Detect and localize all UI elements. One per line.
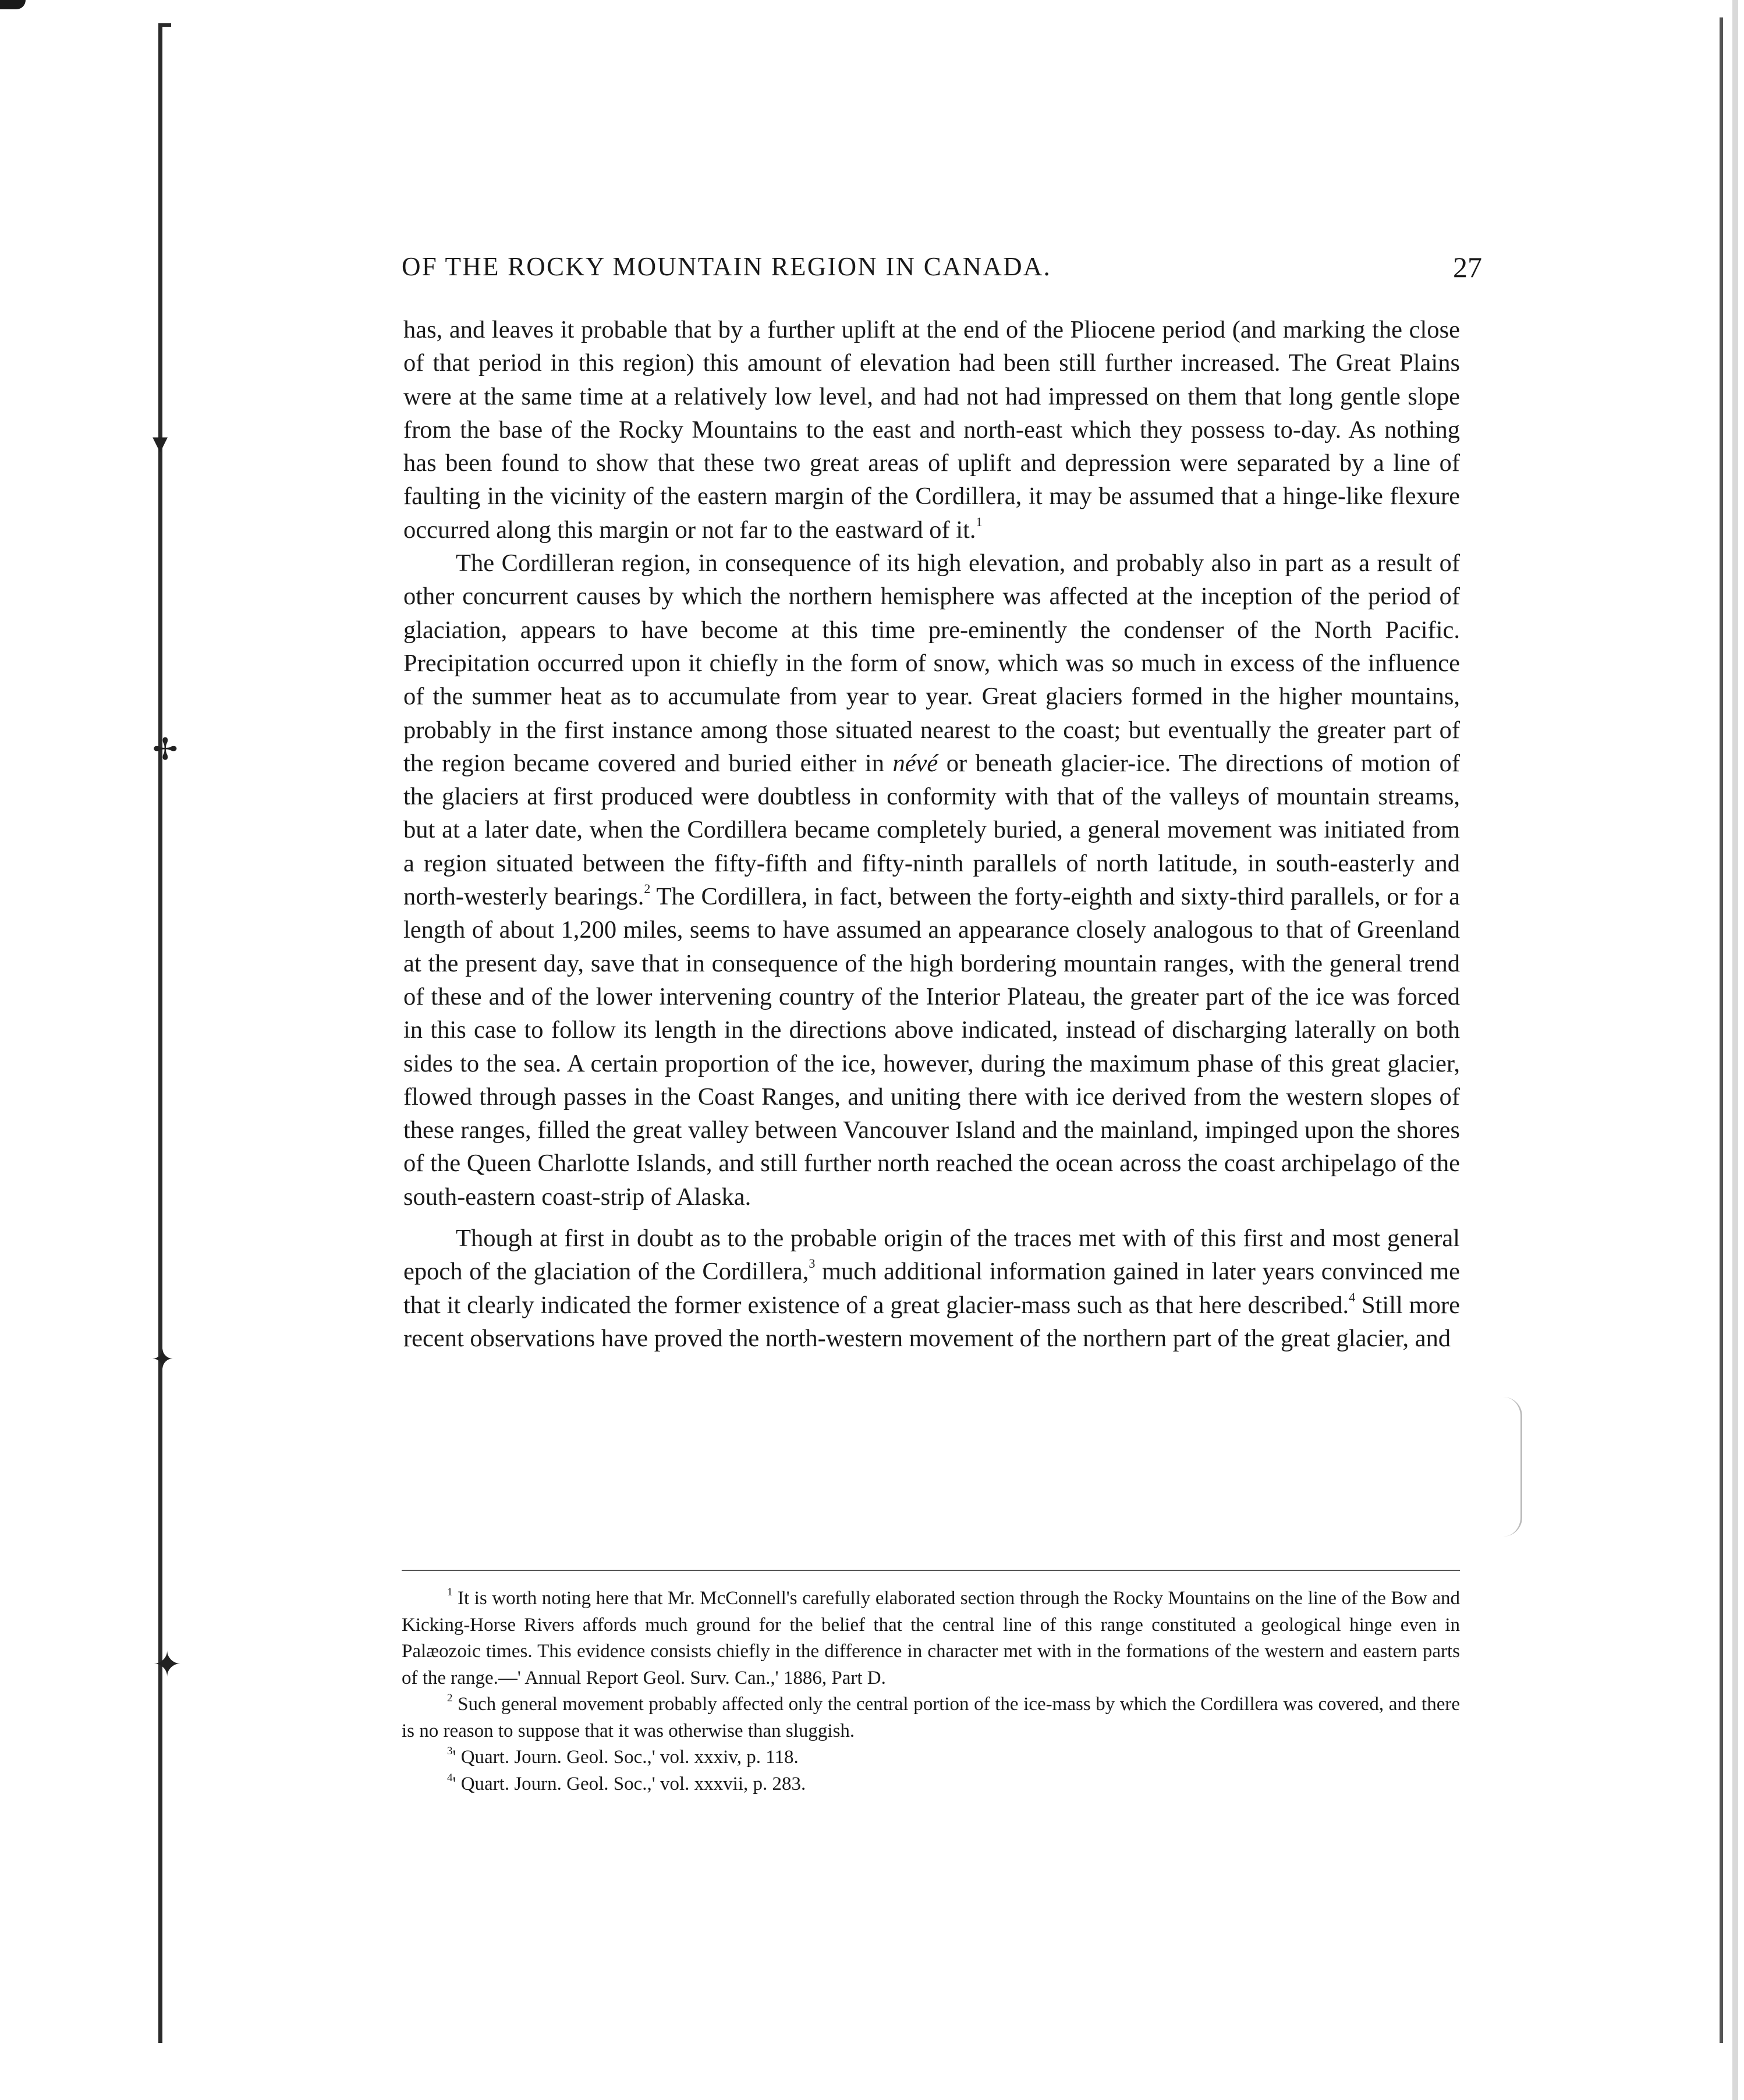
footnote-ref-2: 2: [644, 881, 651, 896]
binding-mark-3: ✦: [151, 1343, 174, 1375]
binding-edge-left: [158, 23, 162, 2043]
footnote-ref-4: 4: [1349, 1289, 1356, 1304]
footnote-3: $^3$' Quart. Journ. Geol. Soc.,' vol. xxxiv, p. 118.: [447, 1745, 799, 1768]
paragraph-1: has, and leaves it probable that by a further uplift at the end of the Pliocene period (and marking the close of that period in this region) this amount of elevation had been still further increased. The Great Plains were at the same time at a relatively low level, and had not had impressed on them that long gentle slope from the base of the Rocky Mountains to the east and north-east which they possess to-day. As nothing has been found to show that these two great areas of uplift and depression were separated by a line of faulting in the vicinity of the eastern margin of the Cordillera, it may be assumed that a hinge-like flexure occurred along this margin or not far to the eastward of it.$^1$: [403, 316, 1460, 544]
binding-mark-1: ▾: [153, 425, 168, 460]
scan-corner-blot: [0, 0, 26, 9]
footnote-rule: [402, 1570, 1460, 1571]
paragraph-3: Though at first in doubt as to the probable origin of the traces met with of this first and most general epoch of the glaciation of the Cordillera,$^3$ much additional information gained in later years convinced me that it clearly indicated the former existence of a great glacier-mass such as that here described.$^4$ Still more recent observations have proved the north-western movement of the northern part of the great glacier, and: [403, 1225, 1460, 1352]
footnote-1: $^1$ It is worth noting here that Mr. McConnell's carefully elaborated section through the Rocky Mountains on the line of the Bow and Kicking-Horse Rivers affords much ground for the belief that the central line of this range constituted a geological hinge even in Palæozoic times. This evidence consists chiefly in the difference in character met with in the formations of the western and eastern parts of the range.—' Annual Report Geol. Surv. Can.,' 1886, Part D.: [402, 1586, 1460, 1688]
margin-pencil-mark: [1503, 1397, 1522, 1537]
footnote-2: $^2$ Such general movement probably affected only the central portion of the ice-mass by which the Cordillera was covered, and there is no reason to suppose that it was otherwise than sluggish.: [402, 1692, 1460, 1741]
italic-neve: névé: [892, 749, 938, 777]
footnote-ref-1: 1: [976, 514, 983, 529]
paragraph-2: The Cordilleran region, in consequence of its high elevation, and probably also in part as a result of other concurrent causes by which the northern hemisphere was affected at the inception of the period of glaciation, appears to have become at this time pre-eminently the condenser of the North Pacific. Precipitation occurred upon it chiefly in the form of snow, which was so much in excess of the influence of the summer heat as to accumulate from year to year. Great glaciers formed in the higher mountains, probably in the first instance among those situated nearest to the coast; but eventually the greater part of the region became covered and buried either in névé or beneath glacier-ice. The directions of motion of the glaciers at first produced were doubtless in conformity with that of the valleys of mountain streams, but at a later date, when the Cordillera became completely buried, a general movement was initiated from a region situated between the fifty-fifth and fifty-ninth parallels of north latitude, in south-easterly and north-westerly bearings.$^2$ The Cordillera, in fact, between the forty-eighth and sixty-third parallels, or for a length of about 1,200 miles, seems to have assumed an appearance closely analogous to that of Greenland at the present day, save that in consequence of the high bordering mountain ranges, with the general trend of these and of the lower intervening country of the Interior Plateau, the greater part of the ice was forced in this case to follow its length in the directions above indicated, instead of discharging laterally on both sides to the sea. A certain proportion of the ice, however, during the maximum phase of this great glacier, flowed through passes in the Coast Ranges, and uniting there with ice derived from the western slopes of these ranges, filled the great valley between Vancouver Island and the mainland, impinged upon the shores of the Queen Charlotte Islands, and still further north reached the ocean across the coast archipelago of the south-eastern coast-strip of Alaska.: [403, 549, 1460, 1211]
page-number: 27: [1453, 251, 1482, 283]
page-edge-shadow: [1732, 0, 1738, 2100]
footnote-ref-3: 3: [809, 1256, 816, 1271]
running-header: OF THE ROCKY MOUNTAIN REGION IN CANADA.: [402, 252, 1051, 281]
body-text: [403, 313, 1460, 1355]
binding-edge-cap: [158, 23, 171, 27]
binding-mark-2: ✢: [153, 732, 178, 767]
footnote-4: $^4$' Quart. Journ. Geol. Soc.,' vol. xxxvii, p. 283.: [447, 1771, 806, 1794]
footnotes: [402, 1585, 1460, 1797]
binding-mark-4: ✦: [153, 1644, 182, 1685]
page-edge-right: [1720, 17, 1723, 2043]
